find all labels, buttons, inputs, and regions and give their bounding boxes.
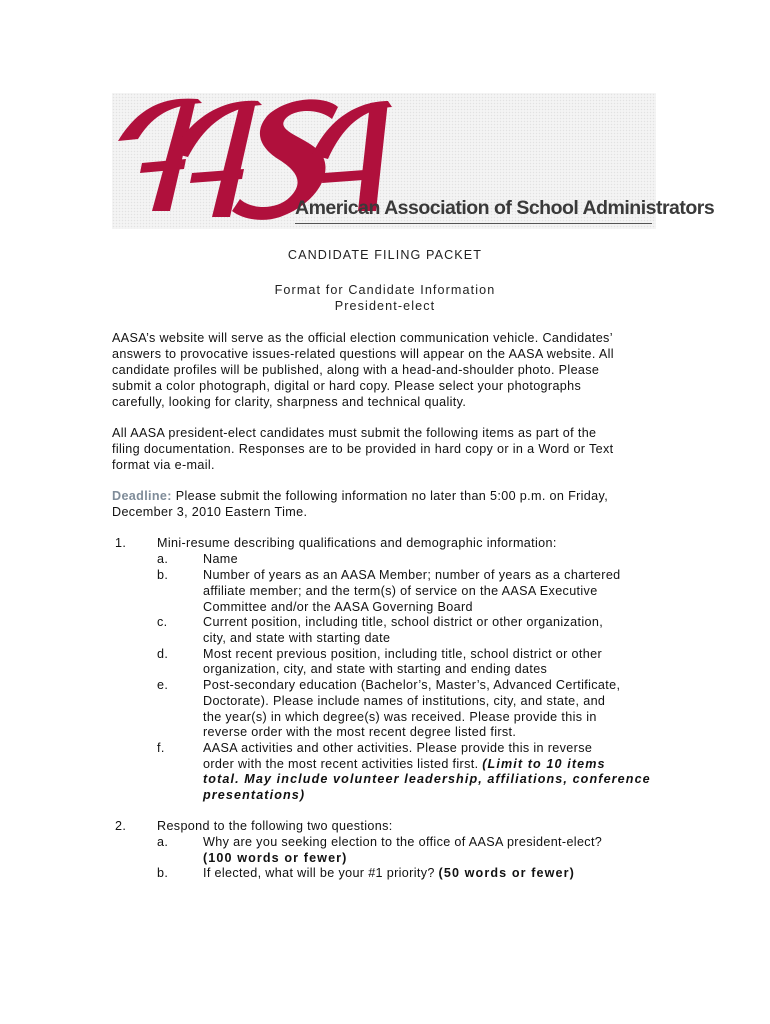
sub-item-letter: b. (157, 568, 169, 582)
item-number: 2. (115, 819, 127, 833)
sub-item-text: Current position, including title, school district or other organization, (203, 615, 604, 629)
question-line (203, 866, 575, 882)
sub-item-text: Name (203, 552, 238, 566)
sub-item-letter: a. (157, 552, 169, 566)
sub-item-text: Doctorate). Please include names of institutions, city, and state, and (203, 694, 606, 708)
requirements-line: All AASA president-elect candidates must submit the following items as part of the (112, 426, 597, 440)
sub-item-text: Number of years as an AASA Member; number of years as a chartered (203, 568, 621, 582)
deadline-text: Please submit the following information no later than 5:00 p.m. on Friday, (171, 489, 609, 503)
intro-line: candidate profiles will be published, along with a head-and-shoulder photo. Please (112, 363, 600, 377)
position-title: President-elect (334, 299, 436, 313)
limit-note: presentations) (203, 788, 306, 802)
requirements-line: format via e-mail. (112, 458, 215, 472)
sub-item-text: Committee and/or the AASA Governing Board (203, 600, 473, 614)
packet-title: CANDIDATE FILING PACKET (287, 248, 483, 262)
format-line: Format for Candidate Information (274, 283, 496, 297)
intro-line: answers to provocative issues-related questions will appear on the AASA website. All (112, 347, 614, 361)
intro-line: AASA’s website will serve as the official election communication vehicle. Candidates’ (112, 331, 613, 345)
deadline-line (112, 489, 672, 505)
sub-item-text: organization, city, and state with starting and ending dates (203, 662, 548, 676)
sub-item-text: reverse order with the most recent degree listed first. (203, 725, 517, 739)
item-number: 1. (115, 536, 127, 550)
organization-name: American Association of School Administrators (295, 197, 715, 219)
sub-item-letter: b. (157, 866, 169, 880)
sub-item-text: city, and state with starting date (203, 631, 391, 645)
sub-item-letter: e. (157, 678, 169, 692)
sub-item-text: Post-secondary education (Bachelor’s, Master’s, Advanced Certificate, (203, 678, 621, 692)
logo-divider (295, 223, 652, 224)
sub-item-letter: f. (157, 741, 165, 755)
question-text: If elected, what will be your #1 priority? (203, 866, 439, 880)
limit-note: total. May include volunteer leadership, affiliations, conference (203, 772, 651, 786)
deadline-line-2: December 3, 2010 Eastern Time. (112, 505, 308, 519)
word-limit: (50 words or fewer) (438, 866, 575, 880)
sub-item-text: the year(s) in which degree(s) was received. Please provide this in (203, 710, 597, 724)
item-heading: Respond to the following two questions: (157, 819, 393, 833)
word-limit: (100 words or fewer) (203, 851, 348, 865)
question-text: Why are you seeking election to the office of AASA president-elect? (203, 835, 603, 849)
sub-item-letter: d. (157, 647, 169, 661)
sub-item-letter: c. (157, 615, 168, 629)
sub-item-text (203, 757, 606, 773)
sub-item-text: Most recent previous position, including title, school district or other (203, 647, 602, 661)
limit-note: (Limit to 10 items (482, 757, 606, 771)
aasa-logo (112, 93, 715, 229)
sub-item-text: affiliate member; and the term(s) of service on the AASA Executive (203, 584, 598, 598)
intro-line: carefully, looking for clarity, sharpness and technical quality. (112, 395, 467, 409)
deadline-label: Deadline: (112, 489, 172, 503)
sub-item-text: AASA activities and other activities. Please provide this in reverse (203, 741, 593, 755)
item-heading: Mini-resume describing qualifications and demographic information: (157, 536, 557, 550)
intro-line: submit a color photograph, digital or hard copy. Please select your photographs (112, 379, 582, 393)
sub-item-letter: a. (157, 835, 169, 849)
requirements-line: filing documentation. Responses are to be provided in hard copy or in a Word or Text (112, 442, 614, 456)
sub-item-plain: order with the most recent activities listed first. (203, 757, 483, 771)
